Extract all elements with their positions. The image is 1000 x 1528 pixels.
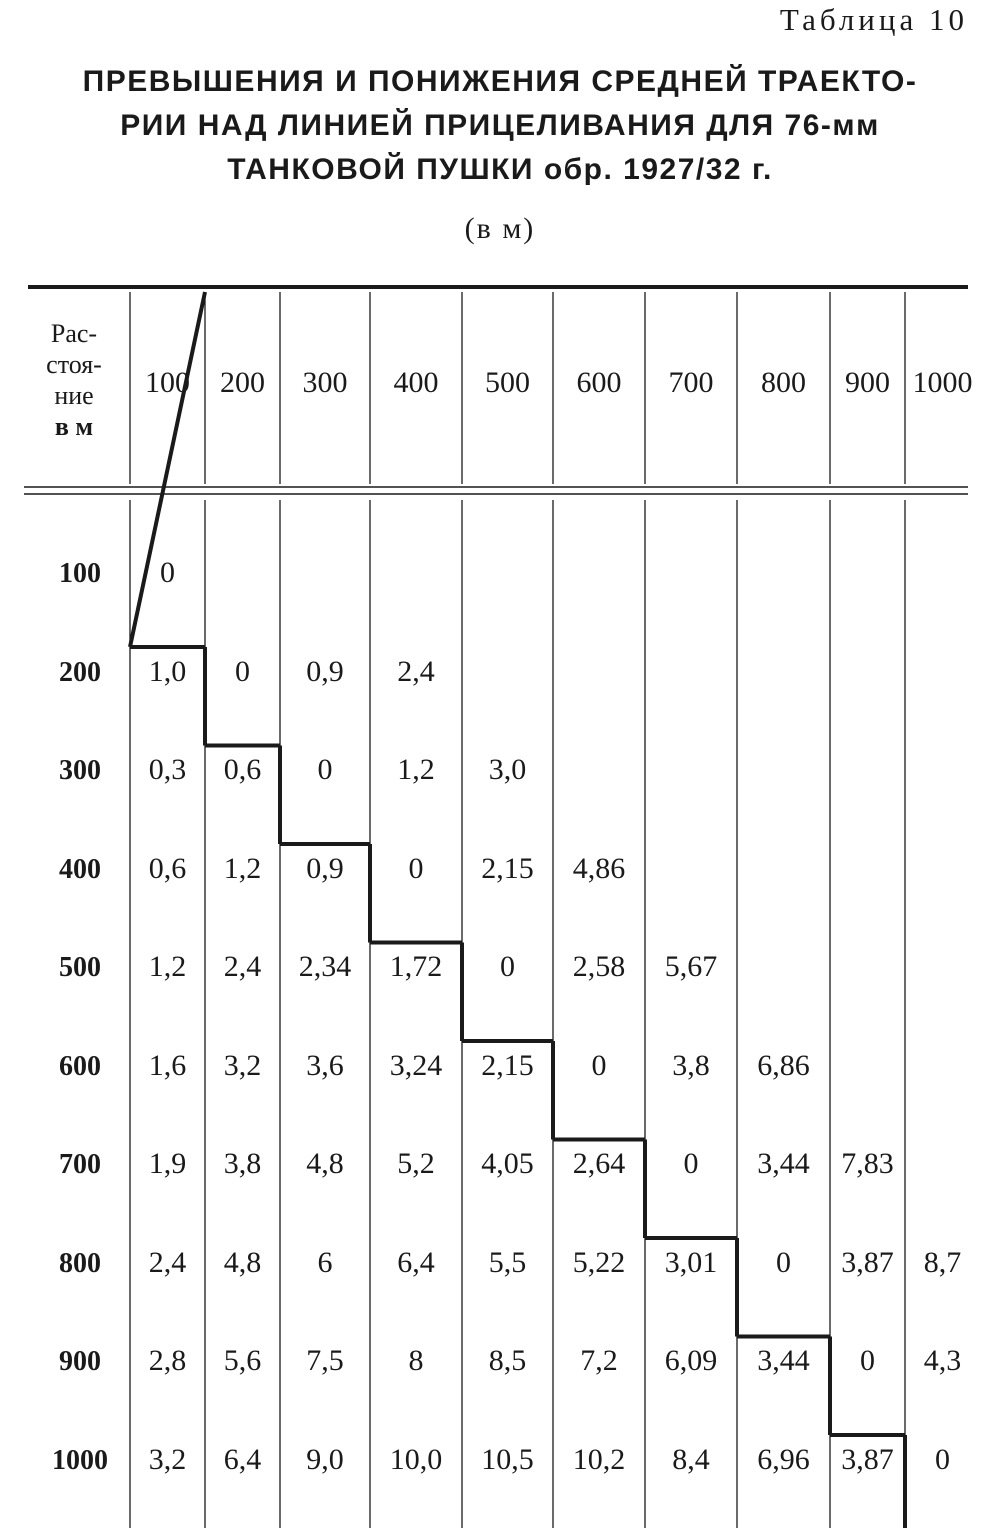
stub-header-line: ние [54,381,94,410]
table-cell: 3,6 [306,1048,344,1082]
table-cell: 6,96 [757,1442,810,1476]
table-cell: 3,01 [664,1245,718,1279]
column-header: 400 [393,366,439,399]
stub-header-line: в м [54,412,94,441]
row-header: 900 [59,1346,101,1377]
column-header: 500 [485,366,530,399]
table-cell: 3,2 [148,1442,187,1476]
table-cell: 6,09 [664,1344,718,1377]
row-header: 400 [59,853,101,885]
table-cell: 1,2 [148,950,187,983]
table-cell: 9,0 [306,1442,344,1476]
table-cell: 0,6 [148,851,187,885]
row-header: 100 [59,558,101,589]
table-cell: 6,4 [223,1442,262,1476]
table-cell: 1,9 [148,1147,187,1180]
table-cell: 2,15 [481,1048,534,1082]
table-cell: 0 [860,1344,875,1377]
units-caption: (в м) [464,212,536,245]
table-cell: 2,8 [148,1344,187,1377]
table-cell: 8,4 [672,1442,710,1476]
table-cell: 1,0 [148,654,187,688]
table-cell: 3,44 [757,1147,810,1180]
row-header: 1000 [52,1444,108,1476]
table-cell: 2,15 [481,851,534,885]
diagonal-step-rule [130,292,205,647]
column-header: 1000 [912,366,973,399]
table-cell: 7,83 [841,1147,894,1180]
table-cell: 3,2 [223,1048,262,1082]
column-header: 700 [668,366,714,399]
title-line: РИИ НАД ЛИНИЕЙ ПРИЦЕЛИВАНИЯ ДЛЯ 76-мм [120,109,880,142]
stub-header-line: Рас- [50,319,98,348]
table-cell: 0 [235,654,250,688]
table-cell: 10,5 [481,1442,534,1476]
table-cell: 0,9 [306,654,344,688]
stub-header-line: стоя- [46,350,102,379]
table-cell: 8,5 [488,1344,527,1377]
column-header: 100 [145,366,190,399]
table-cell: 3,44 [757,1344,810,1377]
table-cell: 2,4 [148,1245,187,1279]
column-header: 200 [220,366,265,399]
column-header: 600 [576,366,622,399]
table-cell: 5,22 [572,1245,626,1279]
table-cell: 3,24 [389,1048,443,1082]
table-cell: 3,87 [841,1245,894,1279]
table-cell: 2,64 [572,1147,626,1180]
table-cell: 5,5 [488,1245,527,1279]
table-cell: 2,58 [572,950,626,983]
table-cell: 0 [500,950,515,983]
title-line: ТАНКОВОЙ ПУШКИ обр. 1927/32 г. [227,153,773,186]
table-cell: 3,8 [223,1147,262,1180]
table-cell: 3,8 [672,1048,710,1082]
table-cell: 8 [408,1344,424,1377]
table-cell: 3,87 [841,1442,894,1476]
table-cell: 0 [591,1048,607,1082]
table-cell: 0 [408,851,424,885]
table-cell: 4,8 [223,1245,262,1279]
row-header: 500 [59,952,101,983]
table-cell: 3,0 [488,753,527,786]
table-cell: 2,4 [223,950,262,983]
row-header: 700 [59,1149,101,1180]
row-header: 300 [59,755,101,786]
column-header: 900 [845,366,890,399]
table-cell: 6 [317,1245,333,1279]
table-cell: 0 [776,1245,791,1279]
table-cell: 0,9 [306,851,344,885]
row-header: 200 [59,656,101,688]
table-cell: 4,05 [481,1147,534,1180]
table-cell: 0 [160,556,175,589]
table-cell: 5,67 [664,950,718,983]
table-cell: 6,86 [757,1048,810,1082]
table-cell: 10,2 [572,1442,626,1476]
table-cell: 4,8 [306,1147,344,1180]
table-cell: 5,2 [397,1147,435,1180]
table-cell: 0 [317,753,333,786]
table-number: Таблица 10 [779,2,968,37]
table-cell: 8,7 [923,1245,962,1279]
table-cell: 1,72 [389,950,443,983]
row-header: 600 [59,1050,101,1082]
table-cell: 0,3 [148,753,187,786]
row-header: 800 [59,1247,101,1279]
table-cell: 0,6 [223,753,262,786]
table-cell: 4,86 [572,851,626,885]
table-cell: 5,6 [223,1344,262,1377]
table-cell: 0 [935,1442,950,1476]
column-header: 800 [761,366,806,399]
table-cell: 1,2 [223,851,262,885]
table-cell: 4,3 [923,1344,962,1377]
table-cell: 10,0 [389,1442,443,1476]
column-header: 300 [302,366,348,399]
table-cell: 2,4 [397,654,435,688]
table-cell: 0 [683,1147,699,1180]
table-cell: 7,5 [306,1344,344,1377]
table-cell: 1,2 [397,753,435,786]
table-cell: 6,4 [397,1245,435,1279]
title-line: ПРЕВЫШЕНИЯ И ПОНИЖЕНИЯ СРЕДНЕЙ ТРАЕКТО- [82,65,918,98]
table-cell: 2,34 [298,950,352,983]
stub-header [24,318,124,442]
table-cell: 1,6 [148,1048,187,1082]
table-cell: 7,2 [580,1344,618,1377]
